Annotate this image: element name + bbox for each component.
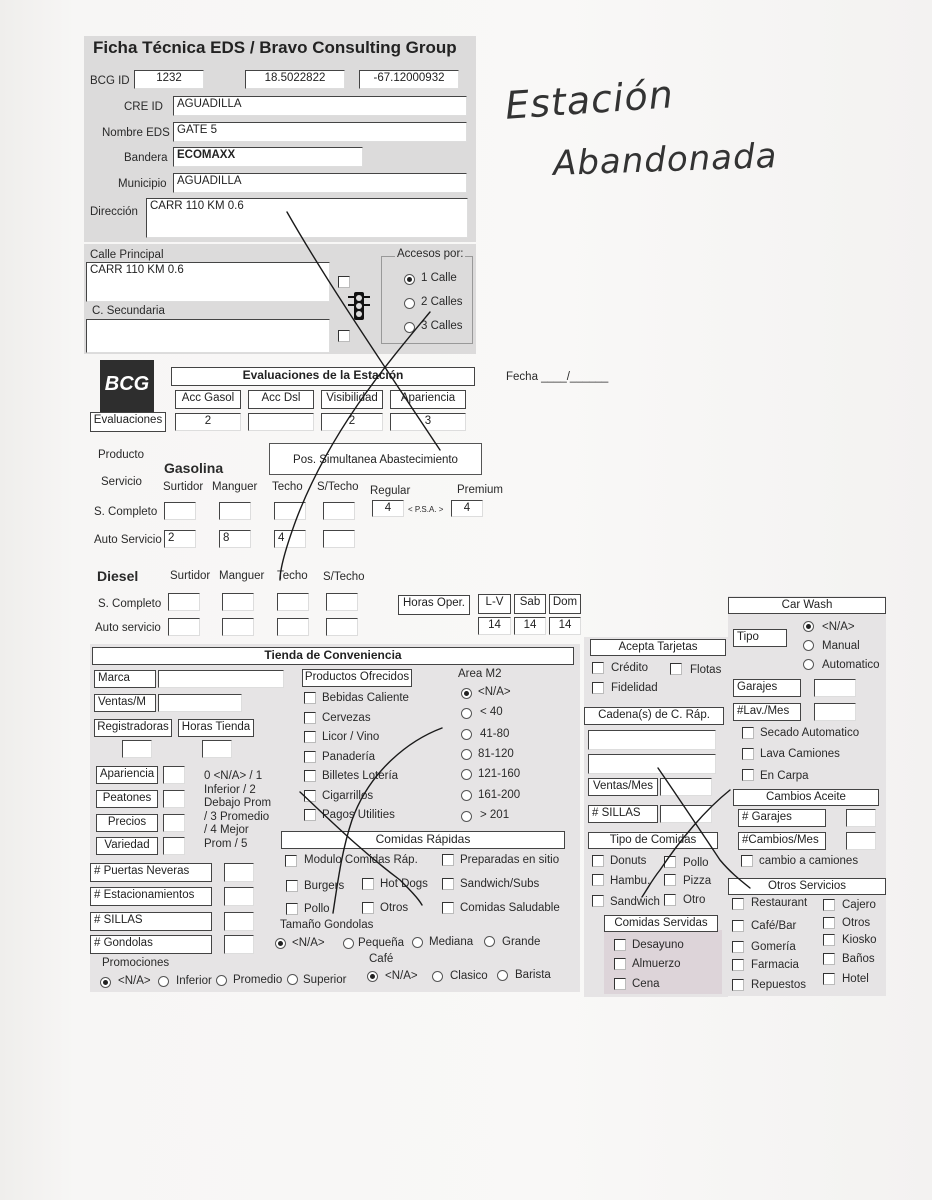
sandwich-subs-label: Sandwich/Subs [460,878,540,890]
secundaria-checkbox[interactable] [338,330,350,342]
carwash-tipo-label: Tipo [733,629,787,647]
pollo-tipo-label: Pollo [683,857,709,869]
gas-completo-manguer[interactable] [219,502,251,520]
loteria-checkbox[interactable] [304,770,316,782]
promo-radio-superior[interactable] [287,974,298,985]
cadena-label: Cadena(s) de C. Ráp. [584,707,724,725]
en-carpa-label: En Carpa [760,770,809,782]
evaluaciones-button[interactable]: Evaluaciones [90,412,166,432]
gas-auto-stecho[interactable] [323,530,355,548]
gas-completo-stecho[interactable] [323,502,355,520]
burgers-checkbox[interactable] [286,880,298,892]
accesos-radio-2[interactable] [404,298,415,309]
sillas-label: # SILLAS [90,912,212,931]
area-radio-201[interactable] [461,811,472,822]
sandwich-tipo-checkbox[interactable] [592,895,604,907]
acc-dsl-value[interactable] [248,413,314,431]
almuerzo-label: Almuerzo [632,958,681,970]
gondola-radio-na[interactable] [275,938,286,949]
promo-na: <N/A> [118,975,151,987]
hotdogs-label: Hot Dogs [380,878,428,890]
otros-serv-label: Otros [842,917,871,929]
donuts-checkbox[interactable] [592,855,604,867]
horas-sab-value[interactable]: 14 [514,617,546,635]
desayuno-checkbox[interactable] [614,939,626,951]
nombre-label: Nombre EDS [102,127,170,139]
gondola-radio-pequena[interactable] [343,938,354,949]
dsl-completo-stecho[interactable] [326,593,358,611]
dsl-completo-surtidor[interactable] [168,593,200,611]
precios-field[interactable] [163,814,185,832]
marca-label: Marca [94,670,156,688]
otros-comidas-label: Otros [380,902,409,914]
carwash-radio-manual[interactable] [803,640,814,651]
farmacia-label: Farmacia [751,959,799,971]
gas-row-completo: S. Completo [94,506,158,518]
horas-dom-header: Dom [549,594,581,614]
direccion-label: Dirección [90,206,138,218]
flotas-label: Flotas [690,664,722,676]
kiosko-checkbox[interactable] [823,934,835,946]
dsl-auto-surtidor[interactable] [168,618,200,636]
cambio-camiones-label: cambio a camiones [759,855,859,867]
municipio-label: Municipio [118,178,167,190]
promociones-label: Promociones [102,957,170,969]
dsl-row-completo: S. Completo [98,598,162,610]
en-carpa-checkbox[interactable] [742,769,754,781]
productos-title: Productos Ofrecidos [302,669,412,687]
principal-checkbox[interactable] [338,276,350,288]
gondola-na: <N/A> [292,937,325,949]
pos-simultanea-label: Pos. Simultanea Abastecimiento [269,443,482,475]
registradoras-field[interactable] [122,740,152,758]
visibilidad-header: Visibilidad [321,390,383,409]
cafebar-label: Café/Bar [751,920,797,932]
gondola-pequena: Pequeña [358,937,405,949]
apariencia-value[interactable]: 3 [390,413,466,431]
gas-auto-manguer[interactable]: 8 [219,530,251,548]
dsl-col-techo: Techo [277,570,308,582]
producto-label: Producto [98,449,145,461]
cervezas-checkbox[interactable] [304,712,316,724]
calle-principal-label: Calle Principal [90,249,164,261]
garajes-field[interactable] [814,679,856,697]
pollo-tipo-checkbox[interactable] [664,856,676,868]
scale-line-5: / 4 Mejor [204,824,249,836]
cigarrillos-label: Cigarrillos [322,790,374,802]
bcg-id-label: BCG ID [90,75,130,87]
hotel-label: Hotel [842,973,869,985]
marca-field[interactable] [158,670,284,688]
acc-dsl-header: Acc Dsl [248,390,314,409]
saludable-label: Comidas Saludable [460,902,560,914]
gas-row-auto: Auto Servicio [94,534,162,546]
cervezas-label: Cervezas [322,712,371,724]
tipo-comidas-title: Tipo de Comidas [588,832,718,849]
traffic-light-icon [346,291,372,321]
scale-line-4: / 3 Promedio [204,811,270,823]
gondolas-label: # Gondolas [90,935,212,954]
gomeria-label: Gomería [751,941,796,953]
area-na: <N/A> [478,686,511,698]
area-160: 121-160 [478,768,521,780]
cafebar-checkbox[interactable] [732,920,744,932]
fidelidad-checkbox[interactable] [592,682,604,694]
sillas-cr-label: # SILLAS [588,805,658,823]
cafe-radio-na[interactable] [367,971,378,982]
aceite-garajes-field[interactable] [846,809,876,827]
horas-oper-button[interactable]: Horas Oper. [398,595,470,615]
accesos-radio-1[interactable] [404,274,415,285]
preparadas-label: Preparadas en sitio [460,854,560,866]
gasolina-title: Gasolina [164,460,224,476]
gomeria-checkbox[interactable] [732,941,744,953]
horas-tienda-field[interactable] [202,740,232,758]
puertas-neveras-label: # Puertas Neveras [90,863,212,882]
scale-line-6: Prom / 5 [204,838,248,850]
credito-checkbox[interactable] [592,662,604,674]
gas-auto-techo[interactable]: 4 [274,530,306,548]
saludable-checkbox[interactable] [442,902,454,914]
area-radio-40[interactable] [461,708,472,719]
dsl-completo-techo[interactable] [277,593,309,611]
scale-line-1: 0 <N/A> / 1 [204,770,263,782]
accesos-option-2: 2 Calles [421,296,463,308]
banos-checkbox[interactable] [823,953,835,965]
gas-completo-surtidor[interactable] [164,502,196,520]
variedad-field[interactable] [163,837,185,855]
dsl-row-auto: Auto servicio [95,622,161,634]
cambios-mes-field[interactable] [846,832,876,850]
area-title: Area M2 [458,668,502,680]
panaderia-label: Panadería [322,751,376,763]
sillas-field[interactable] [224,912,254,931]
accesos-label: Accesos por: [397,248,464,260]
carwash-radio-na[interactable] [803,621,814,632]
area-201: > 201 [480,809,510,821]
lavmes-label: #Lav./Mes [733,703,801,721]
carwash-manual: Manual [822,640,860,652]
area-radio-na[interactable] [461,688,472,699]
comidas-title: Comidas Rápidas [281,831,565,849]
form-title: Ficha Técnica EDS / Bravo Consulting Group [93,38,457,57]
premium-label: Premium [457,484,504,496]
handwritten-estacion: Estación [503,72,676,128]
scale-line-2: Inferior / 2 [204,784,256,796]
aceite-title: Cambios Aceite [733,789,879,806]
precios-label: Precios [96,814,158,832]
acc-gasol-header: Acc Gasol [175,390,241,409]
apariencia-field[interactable] [163,766,185,784]
sandwich-subs-checkbox[interactable] [442,878,454,890]
utilities-checkbox[interactable] [304,809,316,821]
bcg-id-field[interactable]: 1232 [134,70,204,89]
carwash-radio-auto[interactable] [803,659,814,670]
fidelidad-label: Fidelidad [611,682,658,694]
calle-secundaria-field[interactable] [86,319,330,353]
secado-label: Secado Automatico [760,727,860,739]
restaurant-checkbox[interactable] [732,898,744,910]
cambio-camiones-checkbox[interactable] [741,855,753,867]
calle-secundaria-label: C. Secundaria [92,305,165,317]
pollo-checkbox[interactable] [286,903,298,915]
horas-tienda-label: Horas Tienda [178,719,254,737]
promo-radio-inferior[interactable] [158,976,169,987]
promo-radio-na[interactable] [100,977,111,988]
loteria-label: Billetes Lotería [322,770,399,782]
promo-superior: Superior [303,974,347,986]
regular-label: Regular [370,485,411,497]
lavmes-field[interactable] [814,703,856,721]
pizza-checkbox[interactable] [664,874,676,886]
bandera-label: Bandera [124,152,168,164]
lava-camiones-label: Lava Camiones [760,748,840,760]
restaurant-label: Restaurant [751,897,808,909]
cafe-barista: Barista [515,969,551,981]
pizza-label: Pizza [683,875,712,887]
banos-label: Baños [842,953,875,965]
gas-completo-techo[interactable] [274,502,306,520]
cena-label: Cena [632,978,660,990]
cajero-checkbox[interactable] [823,899,835,911]
flotas-checkbox[interactable] [670,663,682,675]
ventas-mes-field[interactable] [660,778,712,796]
area-200: 161-200 [478,789,521,801]
gas-col-stecho: S/Techo [317,481,359,493]
gondola-mediana: Mediana [429,936,474,948]
ventas-label: Ventas/M [94,694,156,712]
bebidas-checkbox[interactable] [304,692,316,704]
desayuno-label: Desayuno [632,939,684,951]
almuerzo-checkbox[interactable] [614,958,626,970]
accesos-radio-3[interactable] [404,322,415,333]
farmacia-checkbox[interactable] [732,959,744,971]
dsl-col-stecho: S/Techo [323,571,365,583]
calle-principal-field[interactable]: CARR 110 KM 0.6 [86,262,330,302]
otro-tipo-label: Otro [683,894,706,906]
gondola-radio-mediana[interactable] [412,937,423,948]
otro-tipo-checkbox[interactable] [664,894,676,906]
dsl-col-manguer: Manguer [219,570,265,582]
latitude-field[interactable]: 18.5022822 [245,70,345,89]
peatones-field[interactable] [163,790,185,808]
gondolas-field[interactable] [224,935,254,954]
gas-auto-surtidor[interactable]: 2 [164,530,196,548]
area-radio-160[interactable] [461,769,472,780]
scale-line-3: Debajo Prom [204,797,272,809]
area-40: < 40 [480,706,503,718]
nombre-field[interactable]: GATE 5 [173,122,467,142]
estacionamientos-field[interactable] [224,887,254,906]
cafe-radio-clasico[interactable] [432,971,443,982]
apariencia-label: Apariencia [96,766,158,784]
visibilidad-value[interactable]: 2 [321,413,383,431]
apariencia-header: Apariencia [390,390,466,409]
psa-label: < P.S.A. > [408,505,444,514]
gas-col-manguer: Manguer [212,481,258,493]
cafe-na: <N/A> [385,970,418,982]
dsl-auto-stecho[interactable] [326,618,358,636]
bandera-field[interactable]: ECOMAXX [173,147,363,167]
dsl-auto-techo[interactable] [277,618,309,636]
panaderia-checkbox[interactable] [304,751,316,763]
servicio-label: Servicio [101,476,142,488]
gondola-grande: Grande [502,936,541,948]
area-radio-200[interactable] [461,790,472,801]
direccion-field[interactable]: CARR 110 KM 0.6 [146,198,468,238]
dsl-col-surtidor: Surtidor [170,570,211,582]
municipio-field[interactable]: AGUADILLA [173,173,467,193]
cena-checkbox[interactable] [614,978,626,990]
horas-lv-value[interactable]: 14 [478,617,511,635]
pollo-label: Pollo [304,903,330,915]
fecha-label: Fecha ____/______ [506,371,609,383]
horas-lv-header: L-V [478,594,511,614]
otros-comidas-checkbox[interactable] [362,902,374,914]
repuestos-label: Repuestos [751,979,806,991]
otros-serv-checkbox[interactable] [823,917,835,929]
lava-camiones-checkbox[interactable] [742,748,754,760]
modulo-label: Modulo Comidas Ráp. [304,854,418,866]
gondola-radio-grande[interactable] [484,936,495,947]
handwritten-abandonada: Abandonada [552,136,779,184]
licor-checkbox[interactable] [304,731,316,743]
burgers-label: Burgers [304,880,345,892]
horas-sab-header: Sab [514,594,546,614]
ventas-mes-label: Ventas/Mes [588,778,658,796]
puertas-neveras-field[interactable] [224,863,254,882]
otros-servicios-title: Otros Servicios [728,878,886,895]
utilities-label: Pagos Utilities [322,809,395,821]
carwash-title: Car Wash [728,597,886,614]
registradoras-label: Registradoras [94,719,172,737]
sandwich-tipo-label: Sandwich [610,896,660,908]
longitude-field[interactable]: -67.12000932 [359,70,459,89]
cajero-label: Cajero [842,899,876,911]
cafe-radio-barista[interactable] [497,970,508,981]
regular-value[interactable]: 4 [372,500,404,517]
credito-label: Crédito [611,662,649,674]
ventas-field[interactable] [158,694,242,712]
promo-radio-promedio[interactable] [216,975,227,986]
preparadas-checkbox[interactable] [442,854,454,866]
area-120: 81-120 [478,748,514,760]
repuestos-checkbox[interactable] [732,979,744,991]
peatones-label: Peatones [96,790,158,808]
promo-promedio: Promedio [233,974,283,986]
area-radio-80[interactable] [461,729,472,740]
licor-label: Licor / Vino [322,731,380,743]
variedad-label: Variedad [96,837,158,855]
cre-id-field[interactable]: AGUADILLA [173,96,467,116]
accesos-option-3: 3 Calles [421,320,463,332]
evaluaciones-title: Evaluaciones de la Estación [171,367,475,386]
accesos-option-1: 1 Calle [421,272,457,284]
cadena-field-1[interactable] [588,730,716,750]
tarjetas-title: Acepta Tarjetas [590,639,726,656]
bcg-logo: BCG [100,360,154,412]
area-radio-120[interactable] [461,749,472,760]
cre-id-label: CRE ID [124,101,163,113]
gondolas-size-label: Tamaño Gondolas [280,919,374,931]
gas-col-surtidor: Surtidor [163,481,204,493]
comidas-servidas-title: Comidas Servidas [604,915,718,932]
hambu-label: Hambu. [610,875,651,887]
dsl-auto-manguer[interactable] [222,618,254,636]
donuts-label: Donuts [610,855,647,867]
horas-dom-value[interactable]: 14 [549,617,581,635]
estacionamientos-label: # Estacionamientos [90,887,212,906]
dsl-completo-manguer[interactable] [222,593,254,611]
garajes-label: Garajes [733,679,801,697]
acc-gasol-value[interactable]: 2 [175,413,241,431]
carwash-automatico: Automatico [822,659,880,671]
carwash-na: <N/A> [822,621,855,633]
cigarrillos-checkbox[interactable] [304,790,316,802]
cafe-clasico: Clasico [450,970,488,982]
modulo-checkbox[interactable] [285,855,297,867]
diesel-title: Diesel [97,568,139,584]
hotdogs-checkbox[interactable] [362,878,374,890]
promo-inferior: Inferior [176,975,212,987]
sillas-cr-field[interactable] [660,805,712,823]
cafe-label: Café [369,953,394,965]
hotel-checkbox[interactable] [823,973,835,985]
bebidas-label: Bebidas Caliente [322,692,409,704]
premium-value[interactable]: 4 [451,500,483,517]
cadena-field-2[interactable] [588,754,716,774]
kiosko-label: Kiosko [842,934,877,946]
secado-checkbox[interactable] [742,727,754,739]
aceite-garajes-label: # Garajes [738,809,826,827]
hambu-checkbox[interactable] [592,874,604,886]
area-80: 41-80 [480,728,510,740]
cambios-mes-label: #Cambios/Mes [738,832,826,850]
gas-col-techo: Techo [272,481,303,493]
tienda-title: Tienda de Conveniencia [92,647,574,665]
